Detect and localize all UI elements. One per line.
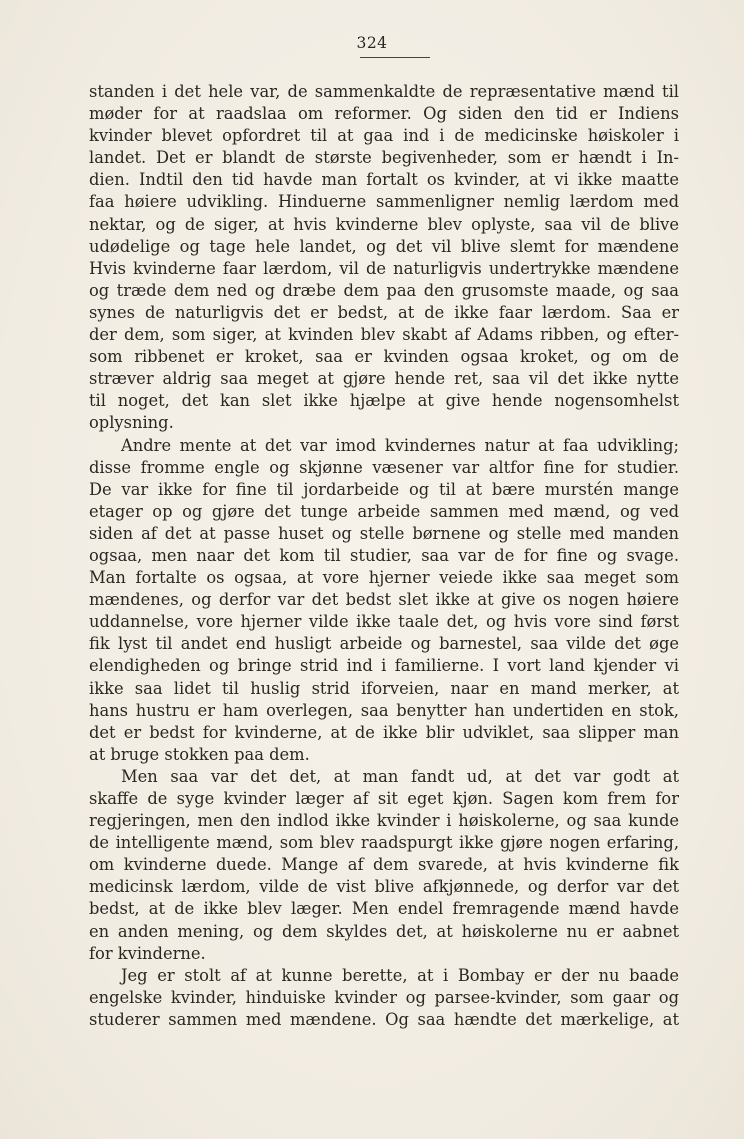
text-line: oplysning. <box>89 413 174 433</box>
text-line: der dem, som siger, at kvinden blev skabt af Adams ribben, og efter- <box>89 325 679 345</box>
text-line: hans hustru er ham overlegen, saa benytter han undertiden en stok, <box>89 700 679 720</box>
text-line: dien. Indtil den tid havde man fortalt os kvinder, at vi ikke maatte <box>89 170 679 190</box>
text-line: studerer sammen med mændene. Og saa hændte det mærkelige, at <box>89 1009 679 1029</box>
text-line: faa høiere udvikling. Hinduerne sammenligner nemlig lærdom med <box>89 192 679 212</box>
text-line: ikke saa lidet til huslig strid iforveien, naar en mand merker, at <box>89 678 679 698</box>
text-line: uddannelse, vore hjerner vilde ikke taale det, og hvis vore sind først <box>89 612 679 632</box>
text-line: for kvinderne. <box>89 943 206 963</box>
text-line: det er bedst for kvinderne, at de ikke blir udviklet, saa slipper man <box>89 722 679 742</box>
text-line: siden af det at passe huset og stelle børnene og stelle med manden <box>89 523 679 543</box>
text-line: som ribbenet er kroket, saa er kvinden ogsaa kroket, og om de <box>89 347 679 367</box>
text-line: ogsaa, men naar det kom til studier, saa var de for fine og svage. <box>89 545 679 565</box>
text-line: om kvinderne duede. Mange af dem svarede, at hvis kvinderne fik <box>89 855 679 875</box>
text-line: Men saa var det det, at man fandt ud, at det var godt at <box>121 766 679 786</box>
text-line: til noget, det kan slet ikke hjælpe at give hende nogensomhelst <box>89 391 679 411</box>
text-line: disse fromme engle og skjønne væsener var altfor fine for studier. <box>89 457 679 477</box>
text-line: nektar, og de siger, at hvis kvinderne blev oplyste, saa vil de blive <box>89 214 679 234</box>
text-line: De var ikke for fine til jordarbeide og til at bære murstén mange <box>89 479 679 499</box>
text-line: regjeringen, men den indlod ikke kvinder i høiskolerne, og saa kunde <box>89 811 679 831</box>
text-line: medicinsk lærdom, vilde de vist blive afkjønnede, og derfor var det <box>89 877 679 897</box>
text-line: engelske kvinder, hinduiske kvinder og parsee-kvinder, som gaar og <box>89 987 679 1007</box>
text-line: landet. Det er blandt de største begivenheder, som er hændt i In- <box>89 148 679 168</box>
text-line: standen i det hele var, de sammenkaldte de repræsentative mænd til <box>89 82 679 101</box>
text-line: en anden mening, og dem skyldes det, at høiskolerne nu er aabnet <box>89 921 679 941</box>
text-line: Hvis kvinderne faar lærdom, vil de naturligvis undertrykke mændene <box>89 258 679 278</box>
text-line: stræver aldrig saa meget at gjøre hende ret, saa vil det ikke nytte <box>89 369 679 389</box>
text-line: Jeg er stolt af at kunne berette, at i Bombay er der nu baade <box>121 965 679 985</box>
text-line: Andre mente at det var imod kvindernes natur at faa udvikling; <box>121 435 679 455</box>
text-line: udødelige og tage hele landet, og det vil blive slemt for mændene <box>89 236 679 256</box>
text-line: bedst, at de ikke blev læger. Men endel fremragende mænd havde <box>89 899 679 919</box>
text-line: elendigheden og bringe strid ind i familierne. I vort land kjender vi <box>89 656 679 676</box>
page-number-underline <box>360 57 430 58</box>
text-line: Man fortalte os ogsaa, at vore hjerner veiede ikke saa meget som <box>89 568 679 588</box>
text-line: skaffe de syge kvinder læger af sit eget kjøn. Sagen kom frem for <box>89 789 679 808</box>
text-line: og træde dem ned og dræbe dem paa den grusomste maade, og saa <box>89 280 679 300</box>
text-line: etager op og gjøre det tunge arbeide sammen med mænd, og ved <box>89 501 679 521</box>
text-line: mændenes, og derfor var det bedst slet ikke at give os nogen høiere <box>89 590 679 610</box>
body-text <box>89 81 679 1031</box>
text-line: møder for at raadslaa om reformer. Og siden den tid er Indiens <box>89 104 679 124</box>
text-line: kvinder blevet opfordret til at gaa ind i de medicinske høiskoler i <box>89 126 679 146</box>
text-line: synes de naturligvis det er bedst, at de ikke faar lærdom. Saa er <box>89 302 679 322</box>
text-line: at bruge stokken paa dem. <box>89 744 310 764</box>
text-line: fik lyst til andet end husligt arbeide og barnestel, saa vilde det øge <box>89 634 679 654</box>
page-number: 324 <box>356 34 388 52</box>
text-line: de intelligente mænd, som blev raadspurgt ikke gjøre nogen erfaring, <box>89 833 679 853</box>
